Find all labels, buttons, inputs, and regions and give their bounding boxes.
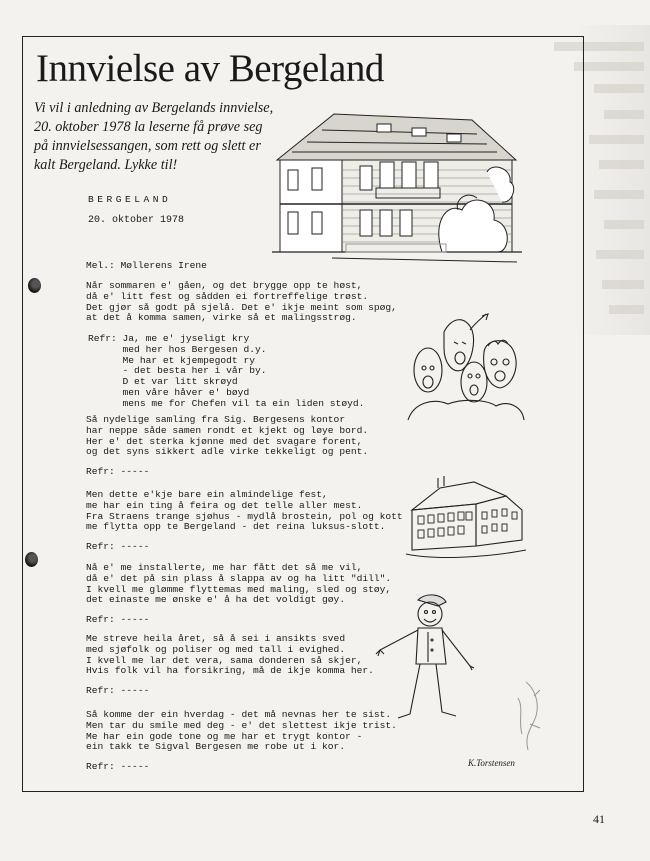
refrain-marker-5: Refr: ----- <box>86 761 150 772</box>
singing-people-sketch <box>404 312 524 424</box>
intro-text: Vi vil i anledning av Bergelands innvielse, 20. oktober 1978 la leserne få prøve seg på innvielsessangen, som rett og slett er kalt Bergeland. Lykke til! <box>34 100 274 173</box>
stanza-4: Nå e' me installerte, me har fått det så me vil, då e' det på sin plass å slappa av og ha litt "dill". I kvell me glømme flyttemas med maling, sled og støy, det einaste me ønske e' å ha det voldigt gøy. <box>86 562 392 606</box>
faint-figure-sketch <box>508 678 548 754</box>
stanza-3: Men dette e'kje bare ein almindelige fest, me har ein ting å feira og det telle aller mest. Fra Straens trange sjøhus - mydlå brostein, pol og kott me flytta opp te Bergeland - det reina luksus-slott. <box>86 489 403 533</box>
refrain-marker-4: Refr: ----- <box>86 685 150 696</box>
stanza-2: Så nydelige samling fra Sig. Bergesens kontor har neppe såde samen rondt et kjekt og løye bord. Her e' det sterka kjønne med det svagare forent, og det syns sikkert adle virke tekkeligt og pent. <box>86 414 369 458</box>
melody-line: Mel.: Møllerens Irene <box>86 260 207 271</box>
man-with-cap-sketch <box>376 592 476 722</box>
stanza-5: Me streve heila året, så å sei i ansikts sved med sjøfolk og poliser og med tall i evighed. I kvell me lar det vera, sama donderen så skjer, Hvis folk vil ha forsikring, må de ikje komma her. <box>86 633 374 677</box>
refrain-marker-2: Refr: ----- <box>86 541 150 552</box>
punch-hole-top <box>28 278 41 293</box>
song-date: 20. oktober 1978 <box>88 215 185 226</box>
refrain-marker-1: Refr: ----- <box>86 466 150 477</box>
article-title: Innvielse av Bergeland <box>36 47 384 90</box>
stanza-1: Når sommaren e' gåen, og det brygge opp te høst, då e' litt fest og sådden ei fortreffelige trøst. Det gjør så godt på sjelå. Det e' ikje meint som spøg, at det å komma samen, virke så et malingsstrøg. <box>86 280 397 324</box>
page-number: 41 <box>593 812 605 826</box>
refrain: Refr: Ja, me e' jyseligt kry med her hos Bergesen d.y. Me har et kjempegodt ry - det besta her i vår by. D et var litt skrøyd men våre håver e' bøyd mens me for Chefen vil ta ein liden støyd. <box>88 333 365 409</box>
refrain-marker-3: Refr: ----- <box>86 614 150 625</box>
stanza-6: Så komme der ein hverdag - det må nevnas her te sist. Men tar du smile med deg - e' det slettest ikje trist. Me har ein gode tone og me har et trygt kontor - ein takk te Sigval Bergesen me robe ut i kor. <box>86 709 397 753</box>
punch-hole-bottom <box>25 552 38 567</box>
song-heading: BERGELAND <box>88 194 172 205</box>
old-office-building-sketch <box>404 474 528 562</box>
bergeland-building-illustration <box>272 112 522 272</box>
artist-signature: K.Torstensen <box>468 758 515 768</box>
